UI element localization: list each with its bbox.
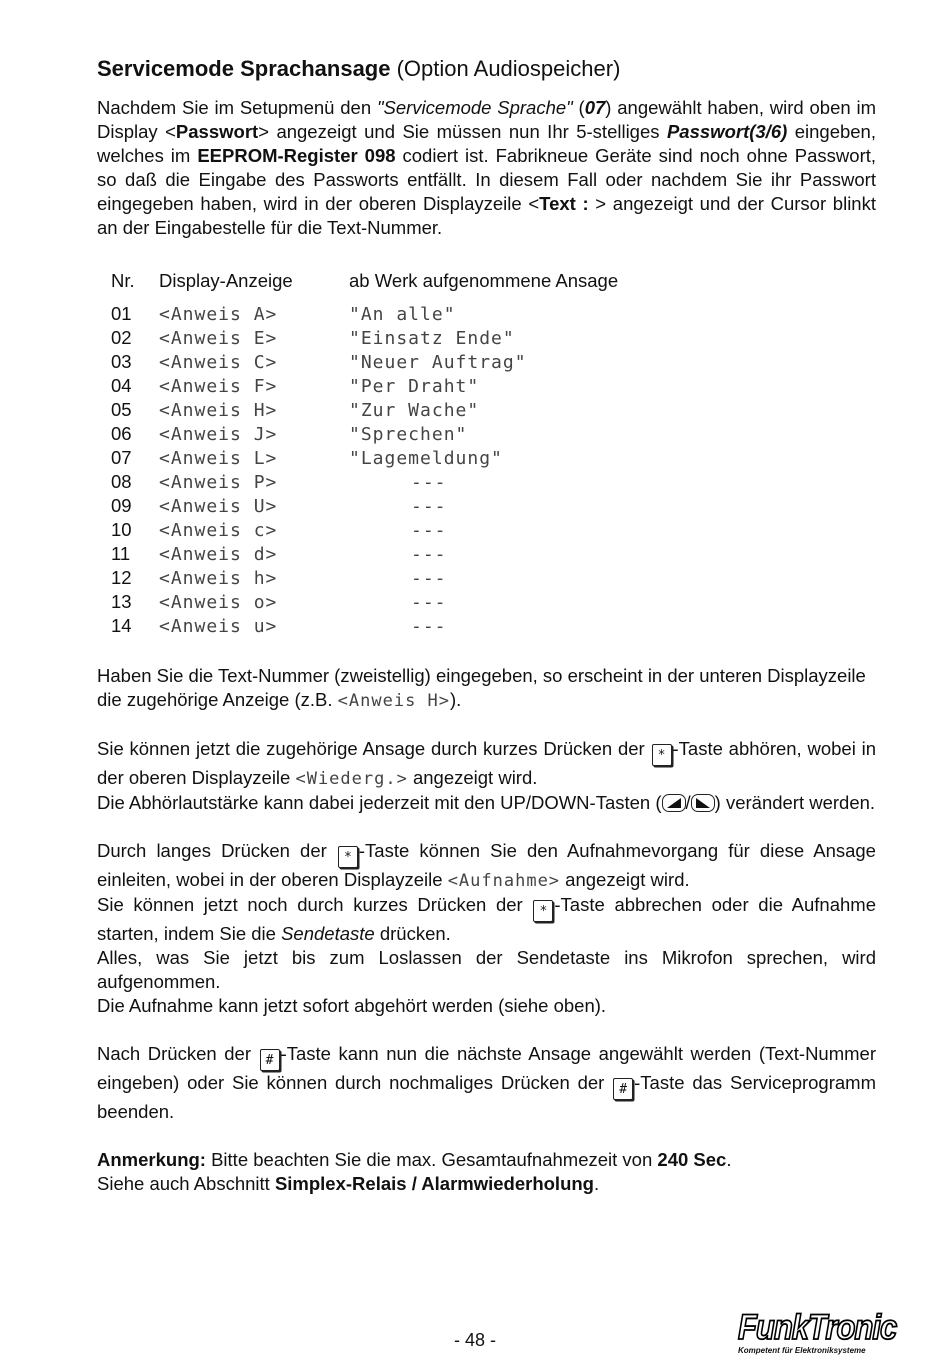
anmerkung-label: Anmerkung: (97, 1149, 206, 1170)
row-display: <Anweis P> (159, 471, 278, 493)
table-row (111, 590, 618, 614)
intro-text: codiert ist. Fabrikneue Geräte sind noch ohne Passwort, so daß die Eingabe des Passworts entfällt. In diesem Fall oder nachdem Sie ihr Passwort eingegeben haben, wird in der oberen Displayzeile < (97, 145, 877, 214)
aufnahme-paragraph (97, 839, 876, 1018)
row-ansage: --- (411, 543, 447, 565)
row-nr: 01 (111, 303, 132, 324)
row-nr: 03 (111, 351, 132, 372)
body-text: . (593, 1173, 600, 1194)
body-text: . (726, 1149, 732, 1170)
star-key-icon: * (338, 846, 358, 868)
row-nr: 11 (111, 543, 131, 564)
row-ansage: --- (411, 591, 447, 613)
row-nr: 06 (111, 423, 132, 444)
row-display: <Anweis c> (159, 519, 278, 541)
lautstaerke-paragraph (97, 791, 876, 815)
hash-key-icon: # (613, 1078, 633, 1100)
row-display: <Anweis d> (159, 543, 278, 565)
body-text: -Taste können Sie den Aufnahmevorgang für diese Ansage einleiten, wobei in der oberen Displayzeile (97, 840, 876, 890)
max-recording-time: 240 Sec (657, 1149, 727, 1170)
row-display: <Anweis L> (159, 447, 278, 469)
section-heading (97, 52, 876, 86)
page-content (97, 52, 876, 1196)
row-nr: 05 (111, 399, 132, 420)
row-display: <Anweis H> (159, 399, 278, 421)
intro-text: ( (572, 97, 585, 118)
row-ansage: --- (411, 471, 447, 493)
body-text: Alles, was Sie jetzt bis zum Loslassen der Sendetaste ins Mikrofon sprechen, wird aufgenommen. (97, 947, 876, 992)
row-nr: 12 (111, 567, 132, 588)
body-text: angezeigt wird. (407, 767, 538, 788)
up-arrow-key-icon (662, 794, 686, 812)
row-ansage: "Lagemeldung" (349, 447, 503, 469)
row-nr: 14 (111, 615, 132, 636)
body-text: -Taste kann nun die nächste Ansage angewählt werden (Text-Nummer eingeben) oder Sie können durch nochmaliges Drücken der (97, 1043, 876, 1093)
body-text: Die Abhörlautstärke kann dabei jederzeit mit den UP/DOWN-Tasten ( (97, 792, 662, 813)
star-key-icon: * (652, 744, 672, 766)
row-display: <Anweis E> (159, 327, 278, 349)
intro-text: eingeben, welches im (97, 121, 876, 166)
intro-text: > angezeigt und Sie müssen nun Ihr 5-stelliges (258, 121, 667, 142)
table-row (111, 518, 618, 542)
row-ansage: "Sprechen" (349, 423, 468, 445)
table-row (111, 542, 618, 566)
body-text: Sie können jetzt noch durch kurzes Drücken der (97, 894, 533, 915)
table-row (111, 326, 618, 350)
row-nr: 07 (111, 447, 132, 468)
funktronic-logo (738, 1306, 897, 1355)
body-text: drücken. (374, 923, 451, 944)
row-display: <Anweis U> (159, 495, 278, 517)
table-row (111, 446, 618, 470)
logo-wordmark: FunkTronic (738, 1306, 897, 1348)
announcement-table (111, 270, 618, 638)
header-ansage: ab Werk aufgenommene Ansage (349, 270, 619, 291)
row-display: <Anweis F> (159, 375, 278, 397)
row-nr: 04 (111, 375, 132, 396)
body-text: -Taste das Serviceprogramm beenden. (97, 1072, 876, 1122)
page-number: - 48 - (453, 1330, 496, 1350)
separator: / (685, 792, 691, 813)
display-readout: <Wiederg.> (295, 769, 408, 789)
display-readout: <Aufnahme> (447, 871, 561, 891)
down-arrow-key-icon (691, 794, 715, 812)
display-readout: <Anweis H> (337, 691, 451, 711)
menu-code: 07 (584, 97, 606, 118)
hash-key-icon: # (260, 1049, 280, 1071)
row-ansage: "An alle" (349, 303, 456, 325)
header-nr: Nr. (111, 270, 135, 291)
heading-title: Servicemode Sprachansage (97, 56, 391, 81)
textnummer-paragraph (97, 664, 876, 713)
row-ansage: "Neuer Auftrag" (349, 351, 527, 373)
abhoeren-paragraph (97, 737, 876, 791)
row-nr: 09 (111, 495, 132, 516)
table-row (111, 422, 618, 446)
menu-name: "Servicemode Sprache" (376, 97, 573, 118)
header-display: Display-Anzeige (159, 270, 293, 291)
row-display: <Anweis A> (159, 303, 278, 325)
body-text: Durch langes Drücken der (97, 840, 337, 861)
body-text: Nach Drücken der (97, 1043, 259, 1064)
row-nr: 10 (111, 519, 132, 540)
intro-text: ) angewählt haben, wird oben im Display < (97, 97, 876, 142)
table-row (111, 614, 618, 638)
table-row (111, 494, 618, 518)
sendetaste-term: Sendetaste (281, 923, 375, 944)
passwort-reference: Passwort(3/6) (666, 121, 788, 142)
row-ansage: "Zur Wache" (349, 399, 480, 421)
table-row (111, 350, 618, 374)
table-row (111, 470, 618, 494)
body-text: angezeigt wird. (560, 869, 690, 890)
row-display: <Anweis h> (159, 567, 278, 589)
row-ansage: "Per Draht" (349, 375, 480, 397)
table-row (111, 374, 618, 398)
body-text: Sie können jetzt die zugehörige Ansage durch kurzes Drücken der (97, 738, 651, 759)
table-row (111, 566, 618, 590)
heading-subtitle: (Option Audiospeicher) (396, 56, 621, 81)
table-row (111, 398, 618, 422)
star-key-icon: * (533, 900, 553, 922)
row-ansage: --- (411, 495, 447, 517)
body-text: ). (450, 689, 462, 710)
row-ansage: --- (411, 615, 447, 637)
body-text: Haben Sie die Text-Nummer (zweistellig) eingegeben, so erscheint in der unteren Displayzeile die zugehörige Anzeige (z.B. (97, 665, 866, 710)
body-text: Siehe auch Abschnitt (97, 1173, 275, 1194)
row-ansage: --- (411, 567, 447, 589)
body-text: ) verändert werden. (714, 792, 876, 813)
text-label: Text : (539, 193, 589, 214)
row-display: <Anweis C> (159, 351, 278, 373)
body-text: Bitte beachten Sie die max. Gesamtaufnahmezeit von (205, 1149, 658, 1170)
passwort-label: Passwort (175, 121, 259, 142)
eeprom-register: EEPROM-Register 098 (197, 145, 396, 166)
body-text: -Taste abhören, wobei in der oberen Displayzeile (97, 738, 876, 788)
intro-text: > angezeigt und der Cursor blinkt an der Eingabestelle für die Text-Nummer. (97, 193, 876, 238)
section-reference: Simplex-Relais / Alarmwiederholung (274, 1173, 594, 1194)
table-row (111, 302, 618, 326)
row-ansage: "Einsatz Ende" (349, 327, 515, 349)
row-display: <Anweis o> (159, 591, 278, 613)
row-nr: 13 (111, 591, 132, 612)
table-header (111, 270, 618, 302)
row-nr: 02 (111, 327, 132, 348)
row-display: <Anweis u> (159, 615, 278, 637)
body-text: Die Aufnahme kann jetzt sofort abgehört werden (siehe oben). (97, 995, 607, 1016)
anmerkung-paragraph (97, 1148, 876, 1196)
naechste-paragraph (97, 1042, 876, 1124)
row-nr: 08 (111, 471, 132, 492)
row-display: <Anweis J> (159, 423, 278, 445)
intro-text: Nachdem Sie im Setupmenü den (97, 97, 377, 118)
logo-tagline: Kompetent für Elektroniksysteme (738, 1346, 866, 1355)
intro-paragraph (97, 96, 876, 240)
body-text: -Taste abbrechen oder die Aufnahme starten, indem Sie die (97, 894, 876, 944)
row-ansage: --- (411, 519, 447, 541)
